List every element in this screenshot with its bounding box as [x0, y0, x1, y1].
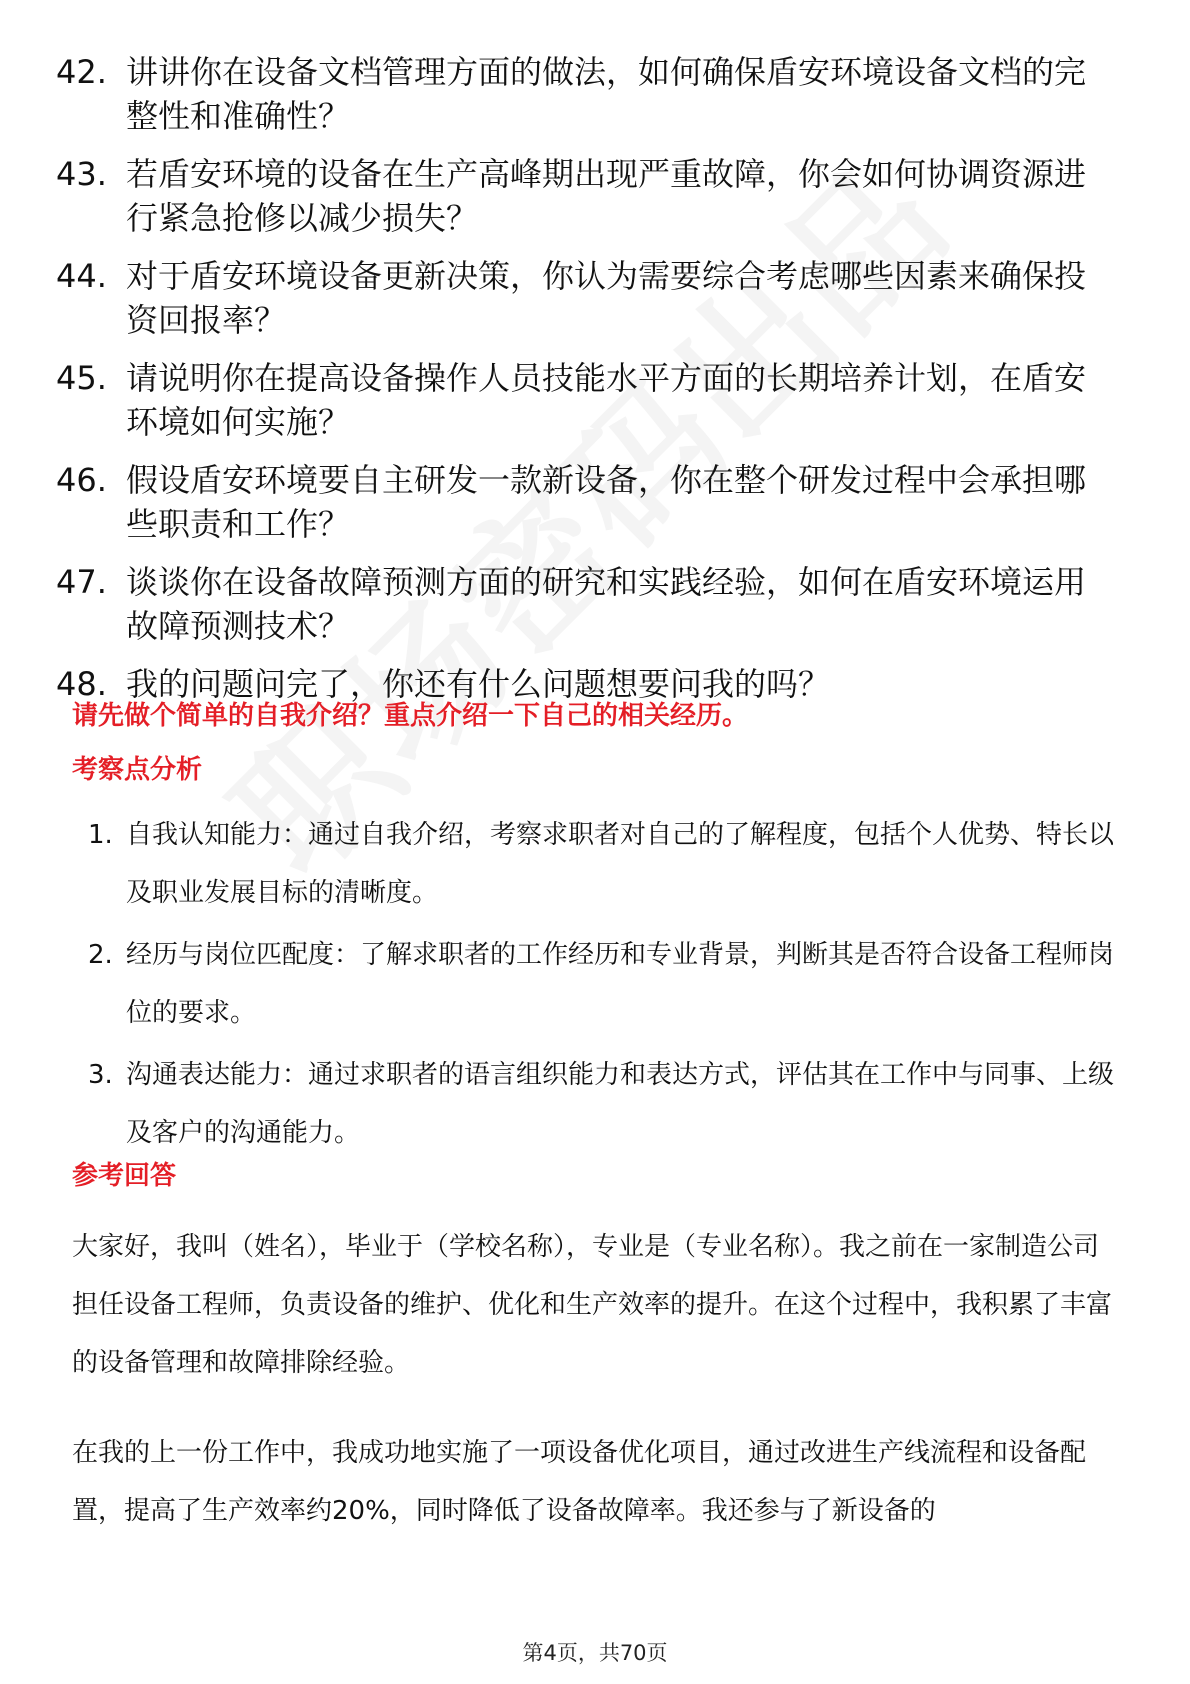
question-item — [0, 458, 1190, 546]
question-text: 请说明你在提高设备操作人员技能水平方面的长期培养计划，在盾安环境如何实施？ — [126, 359, 1087, 441]
question-item — [0, 254, 1190, 342]
analysis-item — [0, 926, 1190, 1042]
analysis-heading: 考察点分析 — [72, 755, 203, 785]
analysis-number: 2. — [88, 940, 113, 970]
question-item — [0, 560, 1190, 648]
question-text: 讲讲你在设备文档管理方面的做法，如何确保盾安环境设备文档的完整性和准确性？ — [126, 53, 1087, 135]
question-item — [0, 356, 1190, 444]
answer-paragraph: 大家好，我叫（姓名），毕业于（学校名称），专业是（专业名称）。我之前在一家制造公司担任设备工程师，负责设备的维护、优化和生产效率的提升。在这个过程中，我积累了丰富的设备管理和故障排除经验。 — [72, 1232, 1113, 1378]
question-text: 对于盾安环境设备更新决策，你认为需要综合考虑哪些因素来确保投资回报率？ — [126, 257, 1087, 339]
reference-heading: 参考回答 — [72, 1161, 177, 1191]
question-number: 42. — [56, 53, 107, 91]
analysis-text: 自我认知能力：通过自我介绍，考察求职者对自己的了解程度，包括个人优势、特长以及职业发展目标的清晰度。 — [126, 820, 1115, 908]
page-number-footer: 第4页，共70页 — [522, 1641, 668, 1665]
question-number: 47. — [56, 563, 107, 601]
question-text: 若盾安环境的设备在生产高峰期出现严重故障，你会如何协调资源进行紧急抢修以减少损失？ — [126, 155, 1087, 237]
question-number: 44. — [56, 257, 107, 295]
answer-paragraph: 在我的上一份工作中，我成功地实施了一项设备优化项目，通过改进生产线流程和设备配置，提高了生产效率约20%，同时降低了设备故障率。我还参与了新设备的 — [72, 1438, 1087, 1526]
analysis-number: 3. — [88, 1060, 113, 1090]
analysis-text: 经历与岗位匹配度：了解求职者的工作经历和专业背景，判断其是否符合设备工程师岗位的要求。 — [126, 940, 1115, 1028]
question-text: 假设盾安环境要自主研发一款新设备，你在整个研发过程中会承担哪些职责和工作？ — [126, 461, 1087, 543]
analysis-item — [0, 1046, 1190, 1162]
analysis-item — [0, 806, 1190, 922]
question-item — [0, 152, 1190, 240]
analysis-list — [0, 806, 1190, 1166]
question-text: 我的问题问完了，你还有什么问题想要问我的吗？ — [126, 665, 831, 703]
question-number: 45. — [56, 359, 107, 397]
question-number: 46. — [56, 461, 107, 499]
analysis-number: 1. — [88, 820, 113, 850]
question-item — [0, 50, 1190, 138]
question-list — [0, 50, 1190, 720]
question-number: 43. — [56, 155, 107, 193]
analysis-text: 沟通表达能力：通过求职者的语言组织能力和表达方式，评估其在工作中与同事、上级及客户的沟通能力。 — [126, 1060, 1115, 1148]
question-number: 48. — [56, 665, 107, 703]
question-text: 谈谈你在设备故障预测方面的研究和实践经验，如何在盾安环境运用故障预测技术？ — [126, 563, 1087, 645]
intro-question-heading: 请先做个简单的自我介绍？重点介绍一下自己的相关经历。 — [72, 701, 749, 731]
